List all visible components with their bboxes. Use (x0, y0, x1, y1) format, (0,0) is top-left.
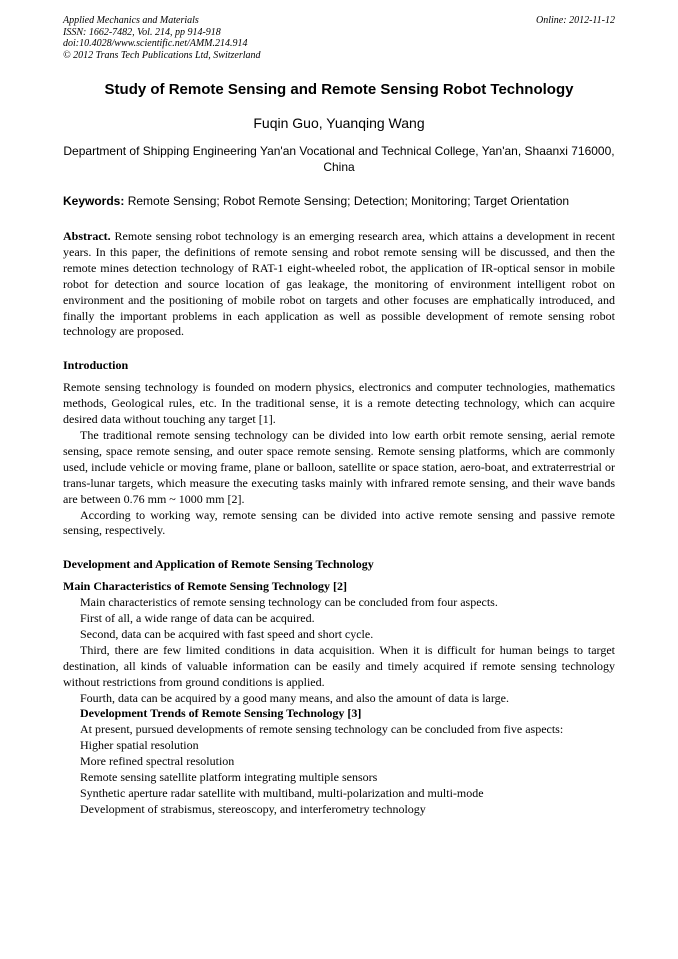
list-item: Synthetic aperture radar satellite with multiband, multi-polarization and multi-mode (80, 786, 484, 800)
doi-line: doi:10.4028/www.scientific.net/AMM.214.914 (63, 38, 248, 49)
list-item: More refined spectral resolution (80, 754, 235, 769)
introduction-heading: Introduction (63, 358, 129, 373)
development-heading: Development and Application of Remote Sensing Technology (63, 557, 374, 572)
trends-list (63, 738, 615, 818)
characteristic-4: Fourth, data can be acquired by a good many means, and also the amount of data is large. (80, 690, 509, 705)
trends-subheading: Development Trends of Remote Sensing Technology [3] (80, 706, 362, 721)
characteristic-2: Second, data can be acquired with fast speed and short cycle. (80, 626, 374, 641)
intro-paragraph-2: The traditional remote sensing technology can be divided into low earth orbit remote sensing, aerial remote sensing, space remote sensing, and outer space remote sensing. Remote sensing platforms, which are commonly used, include vehicle or moving frame, plane or balloon, satellite or space station, aero-boat, and extraterrestrial or trans-lunar targets, which measure the executing tasks mainly with infrared remote sensing, and their wave bands are between 0.76 mm ~ 1000 mm [2]. (63, 427, 615, 506)
affiliation: Department of Shipping Engineering Yan'an Vocational and Technical College, Yan'an, Shaanxi 716000, China (63, 144, 615, 174)
trends-intro: At present, pursued developments of remote sensing technology can be concluded from five aspects: (80, 722, 564, 737)
list-item: Development of strabismus, stereoscopy, and interferometry technology (80, 801, 426, 816)
intro-paragraph-3: According to working way, remote sensing can be divided into active remote sensing and passive remote sensing, respectively. (63, 507, 615, 538)
keywords-text: Remote Sensing; Robot Remote Sensing; Detection; Monitoring; Target Orientation (124, 194, 570, 208)
characteristics-subheading: Main Characteristics of Remote Sensing Technology [2] (63, 579, 347, 594)
copyright-line: © 2012 Trans Tech Publications Ltd, Switzerland (63, 49, 261, 61)
abstract-label: Abstract. (63, 229, 111, 243)
issn-line: ISSN: 1662-7482, Vol. 214, pp 914-918 (63, 26, 221, 38)
paper-body (63, 229, 615, 818)
characteristic-1: First of all, a wide range of data can be acquired. (80, 611, 315, 626)
journal-header (63, 15, 615, 61)
keywords (63, 193, 615, 209)
paper-title: Study of Remote Sensing and Remote Sensing Robot Technology (104, 81, 574, 98)
list-item: Higher spatial resolution (80, 738, 199, 753)
intro-paragraph-1: Remote sensing technology is founded on modern physics, electronics and computer technologies, mathematics methods, Geological rules, etc. In the traditional sense, it is a remote detecting technology, which can acquire desired data without touching any target [1]. (63, 380, 615, 427)
authors: Fuqin Guo, Yuanqing Wang (253, 115, 425, 131)
list-item: Remote sensing satellite platform integrating multiple sensors (80, 770, 378, 785)
abstract (63, 229, 615, 340)
characteristic-3: Third, there are few limited conditions in data acquisition. When it is difficult for human beings to target destination, all kinds of valuable information can be easily and timely acquired if remote sensing technology without restrictions from ground conditions is applied. (63, 642, 615, 689)
abstract-text: Remote sensing robot technology is an emerging research area, which attains a development in recent years. In this paper, the definitions of remote sensing and robot remote sensing will be discussed, and then the remote mines detection technology of RAT-1 eight-wheeled robot, the application of IR-optical sensor in mobile robot for detection and source location of gas leakage, the monitoring of environment intelligent robot on environment and the positioning of mobile robot on targets and other focuses are emphatically introduced, and finally the important problems in each application as well as possible development of remote sensing robot technology are proposed. (63, 229, 615, 339)
online-date: Online: 2012-11-12 (536, 15, 615, 26)
characteristics-intro: Main characteristics of remote sensing technology can be concluded from four aspects. (80, 595, 498, 610)
keywords-label: Keywords: (63, 194, 125, 208)
journal-name: Applied Mechanics and Materials (63, 15, 199, 26)
